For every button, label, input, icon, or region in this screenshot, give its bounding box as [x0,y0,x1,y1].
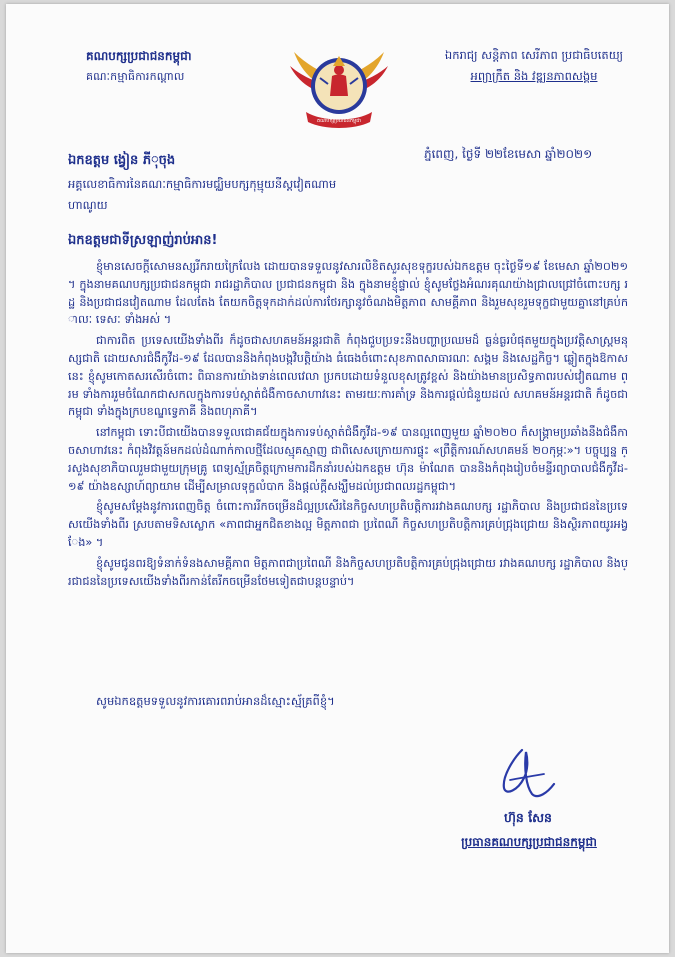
letter-body [68,258,628,593]
closing-line: សូមឯកឧត្ដមទទួលនូវការគោរពរាប់អានដ៏ស្មោះស្ម័គ្រពីខ្ញុំ។ [96,694,335,708]
national-motto-line2: អព្យាក្រឹត និង វឌ្ឍនភាពសង្គម [470,69,598,83]
paragraph-5: ខ្ញុំសូមជូនពរឱ្យទំនាក់ទំនងសាមគ្គីភាព មិត្តភាពជាប្រពៃណី និងកិច្ចសហប្រតិបត្តិការគ្រប់ជ្រុងជ្រោយ រវាងគណបក្ស រដ្ឋាភិបាល និងប្រជាជននៃប្រទេសយើងទាំងពីរកាន់តែរីកចម្រើនថែមទៀតជាបន្តបន្ទាប់។ [68,556,628,588]
paragraph-3: នៅកម្ពុជា ទោះបីជាយើងបានទទួលជោគជ័យក្នុងការទប់ស្កាត់ជំងឺកូវីដ-១៩ បានល្អពេញមួយ ឆ្នាំ២០២០ ក៏សង្គ្រាមប្រឆាំងនឹងជំងឺកាចសាហាវនេះ កំពុងវិវត្តន៍មកដល់ដំណាក់កាលថ្មីដែលស្មុគស្មាញ ជាពិសេសក្រោយការផ្ទុះ «ព្រឹត្តិការណ៍សហគមន៍ ២០កុម្ភៈ»។ បច្ចុប្បន្ន ក្រសួងសុខាភិបាលរួមជាមួយក្រុមគ្រូ ពេទ្យស្ម័គ្រចិត្តក្រោមការដឹកនាំរបស់ឯកឧត្ដម ហ៊ុន ម៉ាណែត បាននិងកំពុងរៀបចំមន្ទីរព្យាបាលជំងឺកូវីដ-១៩ យ៉ាងឧស្សាហ៍ព្យាយាម ដើម្បីសម្រាលទុក្ខលំបាក និងផ្ដល់ក្ដីសង្ឃឹមដល់ប្រជាពលរដ្ឋកម្ពុជា។ [68,426,628,493]
letter-date: ភ្នំពេញ, ថ្ងៃទី ២២ខែមេសា ឆ្នាំ២០២១ [424,147,593,161]
national-motto-line1: ឯករាជ្យ សន្តិភាព សេរីភាព ប្រជាធិបតេយ្យ [444,48,624,62]
letterhead-left [86,48,256,86]
paragraph-2: ជាការពិត ប្រទេសយើងទាំងពីរ ក៏ដូចជាសហគមន៍អន្តរជាតិ កំពុងជួបប្រទះនឹងបញ្ហាប្រឈមដ៏ ធ្ងន់ធ្ងរបំផុតមួយក្នុងប្រវត្តិសាស្ត្រមនុស្សជាតិ ដោយសារជំងឺកូវីដ-១៩ ដែលបាននិងកំពុងបង្កវិបត្តិយ៉ាង ធំធេងចំពោះសុខភាពសាធារណៈ សង្គម និងសេដ្ឋកិច្ច។ ឆ្លៀតក្នុងឱកាសនេះ ខ្ញុំសូមកោតសរសើរចំពោះ ពិធានការយ៉ាងទាន់ពេលវេលា ប្រកបដោយទំនួលខុសត្រូវខ្ពស់ និងយ៉ាងមានប្រសិទ្ធភាពរបស់វៀតណាម ព្រម ទាំងការរួមចំណែកជាសកលក្នុងការទប់ស្កាត់ជំងឺកាចសាហាវនេះ តាមរយៈការគាំទ្រ និងការផ្ដល់ជំនួយដល់ សហគមន៍អន្តរជាតិ ក៏ដូចជាកម្ពុជា ទាំងក្នុងក្របខណ្ឌទ្វេភាគី និងពហុភាគី។ [68,334,628,419]
paragraph-1: ខ្ញុំមានសេចក្ដីសោមនស្សរីករាយក្រៃលែង ដោយបានទទួលនូវសារលិខិតសួរសុខទុក្ខរបស់ឯកឧត្ដម ចុះថ្ងៃទី១៩ ខែមេសា ឆ្នាំ២០២១។ ក្នុងនាមគណបក្សប្រជាជនកម្ពុជា រាជរដ្ឋាភិបាល ប្រជាជនកម្ពុជា និង ក្នុងនាមខ្ញុំផ្ទាល់ ខ្ញុំសូមថ្លែងអំណរគុណយ៉ាងជ្រាលជ្រៅចំពោះបក្ស រដ្ឋ និងប្រជាជនវៀតណាម ដែលតែង តែយកចិត្តទុកដាក់ដល់ការថែរក្សានូវចំណងមិត្តភាព សាមគ្គីភាព និងរួមសុខរួមទុក្ខជាមួយគ្នានៅគ្រប់កាលៈ ទេសៈ ទាំងអស់ ។ [68,260,628,327]
paragraph-4: ខ្ញុំសូមសម្ដែងនូវការពេញចិត្ត ចំពោះការរីកចម្រើនដ៏ល្អប្រសើរនៃកិច្ចសហប្រតិបត្តិការរវាងគណបក្ស រដ្ឋាភិបាល និងប្រជាជននៃប្រទេសយើងទាំងពីរ ស្របតាមទិសស្លោក «ភាពជាអ្នកជិតខាងល្អ មិត្តភាពជា ប្រពៃណី កិច្ចសហប្រតិបត្តិការគ្រប់ជ្រុងជ្រោយ និងស្ថិរភាពយូរអង្វែង» ។ [68,500,628,549]
signatory-name: ហ៊ុន សែន [504,810,552,825]
salutation: ឯកឧត្ដមជាទីស្រឡាញ់រាប់អាន! [68,233,218,248]
recipient-name: ឯកឧត្ដម ង្វៀន ភីុចុង [68,153,176,168]
recipient-city: ហាណូយ [68,198,108,212]
party-emblem-logo [284,30,394,140]
letterhead-right [414,48,654,86]
recipient-title: អគ្គលេខាធិការនៃគណៈកម្មាធិការមជ្ឈិមបក្សកុម្មុយនីស្តវៀតណាម [68,177,337,191]
committee-name: គណៈកម្មាធិការកណ្ដាល [86,70,185,83]
signatory-title: ប្រធានគណបក្សប្រជាជនកម្ពុជា [461,835,597,849]
recipient-block [68,152,628,215]
party-name: គណបក្សប្រជាជនកម្ពុជា [86,49,192,63]
letter-page [6,4,669,953]
handwritten-signature [492,740,562,802]
svg-text:គណបក្សប្រជាជនកម្ពុជា: គណបក្សប្រជាជនកម្ពុជា [317,118,361,124]
